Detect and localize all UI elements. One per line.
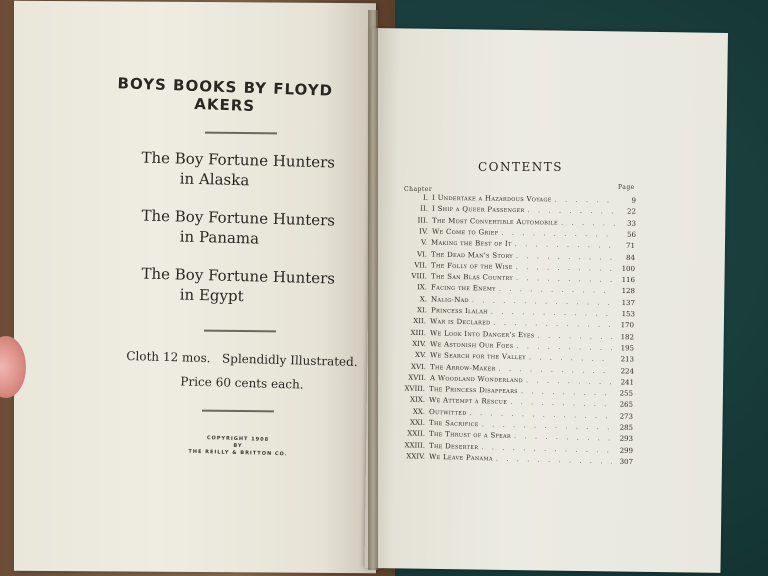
toc-leader-dots xyxy=(555,196,616,205)
price-line-1: Cloth 12 mos. Splendidly Illustrated. xyxy=(126,348,358,370)
toc-chapter-title: We Search for the Valley xyxy=(429,351,526,362)
toc-page-number: 100 xyxy=(621,264,636,273)
toc-page-number: 84 xyxy=(626,253,636,262)
toc-page-number: 285 xyxy=(619,423,634,432)
toc-leader-dots xyxy=(490,308,613,318)
toc-chapter-number: XVIII. xyxy=(404,384,426,394)
toc-leader-dots xyxy=(521,387,612,397)
toc-chapter-title: The Sacrifice xyxy=(428,418,479,429)
toc-page-number: 195 xyxy=(620,344,635,353)
toc-chapter-number: XV. xyxy=(414,351,427,360)
toc-leader-dots xyxy=(529,353,613,363)
toc-chapter-title: Nalig-Nad xyxy=(430,295,469,304)
toc-page-number: 153 xyxy=(621,310,635,319)
toc-leader-dots xyxy=(516,263,614,273)
toc-chapter-number: XIX. xyxy=(410,395,426,405)
page-column-label: Page xyxy=(618,184,635,191)
toc-chapter-title: I Undertake a Hazardous Voyage xyxy=(431,193,552,204)
book-title-2 xyxy=(108,205,369,252)
toc-leader-dots xyxy=(516,251,614,261)
toc-chapter-number: VII. xyxy=(414,261,428,270)
toc-chapter-number: IX. xyxy=(416,283,427,292)
toc-page-number: 71 xyxy=(626,241,636,251)
toc-chapter-title: Princess Ilalah xyxy=(430,306,488,316)
price-line-2: Price 60 cents each. xyxy=(180,374,304,392)
book-title-1-line1: The Boy Fortune Hunters xyxy=(141,148,336,172)
toc-leader-dots xyxy=(514,432,612,442)
toc-chapter-number: I. xyxy=(422,193,429,202)
book-title-1-line2: in Alaska xyxy=(179,169,250,190)
toc-chapter-title: The Princess Disappears xyxy=(429,385,519,396)
toc-chapter-title: War is Declared xyxy=(430,317,491,327)
toc-page-number: 128 xyxy=(621,287,635,296)
toc-chapter-number: VIII. xyxy=(411,272,428,281)
toc-chapter-number: XVI. xyxy=(410,362,426,371)
book-title-3 xyxy=(108,263,369,310)
toc-page-number: 9 xyxy=(631,196,637,205)
toc-leader-dots xyxy=(471,296,613,307)
copyright-line-1: COPYRIGHT 1908 xyxy=(206,435,270,443)
toc-chapter-title: Making the Best of It xyxy=(431,238,513,249)
toc-page-number: 241 xyxy=(620,378,634,387)
toc-leader-dots xyxy=(561,218,615,227)
toc-chapter-title: A Woodland Wonderland xyxy=(429,373,523,384)
toc-page-number: 22 xyxy=(626,207,636,217)
toc-leader-dots xyxy=(516,342,613,352)
toc-chapter-number: XXI. xyxy=(410,418,426,427)
toc-chapter-number: XII. xyxy=(413,317,427,326)
chapter-column-label: Chapter xyxy=(404,186,433,193)
toc-chapter-number: XI. xyxy=(416,306,427,315)
toc-chapter-title: We Attempt a Rescue xyxy=(429,396,508,407)
toc-page-number: 182 xyxy=(620,332,635,342)
toc-chapter-title: The San Blas Country xyxy=(430,272,513,283)
toc-chapter-title: We Leave Panama xyxy=(428,452,493,463)
toc-chapter-title: The Folly of the Wise xyxy=(431,261,513,271)
book-title-3-line2: in Egypt xyxy=(179,285,244,306)
toc-chapter-title: We Look Into Danger's Eyes xyxy=(430,328,535,339)
toc-chapter-number: XXII. xyxy=(407,429,426,439)
toc-page-number: 170 xyxy=(620,321,635,330)
toc-chapter-title: The Dead Man's Story xyxy=(431,250,514,260)
toc-leader-dots xyxy=(501,229,615,239)
toc-chapter-number: XIII. xyxy=(410,328,427,337)
toc-leader-dots xyxy=(494,319,614,329)
toc-page-number: 299 xyxy=(619,446,633,455)
toc-page-number: 273 xyxy=(619,412,634,421)
toc-chapter-number: XXIII. xyxy=(404,440,425,450)
toc-chapter-number: XIV. xyxy=(412,339,427,349)
toc-page-number: 137 xyxy=(621,298,635,307)
toc-leader-dots xyxy=(499,285,614,295)
toc-leader-dots xyxy=(538,331,614,341)
toc-page-number: 33 xyxy=(626,219,636,228)
toc-page-number: 213 xyxy=(620,355,634,364)
toc-chapter-number: XXIV. xyxy=(405,452,425,461)
toc-chapter-number: VI. xyxy=(417,249,428,259)
toc-chapter-title: I Ship a Queer Passenger xyxy=(431,205,525,215)
copyright-line-2: BY xyxy=(233,442,243,450)
toc-chapter-title: Outwitted xyxy=(429,407,467,417)
toc-chapter-number: X. xyxy=(419,294,427,304)
toc-page-number: 224 xyxy=(620,366,634,376)
toc-chapter-number: V. xyxy=(421,238,428,247)
toc-leader-dots xyxy=(527,206,615,215)
toc-chapter-title: Facing the Enemy xyxy=(430,283,496,294)
book-title-2-line2: in Panama xyxy=(179,227,260,248)
toc-leader-dots xyxy=(525,376,612,386)
toc-chapter-title: We Come to Grief xyxy=(431,227,499,237)
copyright-line-3: THE REILLY & BRITTON CO. xyxy=(188,448,288,458)
toc-chapter-title: We Astonish Our Foes xyxy=(430,340,514,350)
left-page-header: BOYS BOOKS BY FLOYD AKERS xyxy=(117,74,334,116)
toc-page-number: 116 xyxy=(621,275,636,285)
toc-page-number: 293 xyxy=(619,434,633,444)
toc-chapter-number: III. xyxy=(417,216,428,225)
toc-page-number: 56 xyxy=(626,230,636,239)
book-gutter xyxy=(368,10,378,570)
toc-chapter-number: II. xyxy=(420,204,428,214)
toc-leader-dots xyxy=(510,398,612,408)
book-title-1 xyxy=(108,147,369,194)
toc-chapter-title: The Most Convertible Automobile xyxy=(431,216,558,227)
toc-chapter-title: The Arrow-Maker xyxy=(429,362,496,373)
toc-page-number: 265 xyxy=(619,400,634,410)
toc-leader-dots xyxy=(516,274,614,284)
toc-chapter-title: The Thrust of a Spear xyxy=(428,430,511,441)
toc-chapter-title: The Deserter xyxy=(428,441,479,451)
book-title-2-line1: The Boy Fortune Hunters xyxy=(141,206,336,230)
toc-chapter-number: XX. xyxy=(412,407,426,416)
contents-title: CONTENTS xyxy=(478,160,564,174)
toc-chapter-number: IV. xyxy=(418,227,428,236)
toc-page-number: 255 xyxy=(619,389,634,398)
toc-leader-dots xyxy=(515,240,614,250)
toc-chapter-number: XVII. xyxy=(407,373,426,382)
book-title-3-line1: The Boy Fortune Hunters xyxy=(141,264,336,288)
toc-page-number: 307 xyxy=(619,457,633,466)
